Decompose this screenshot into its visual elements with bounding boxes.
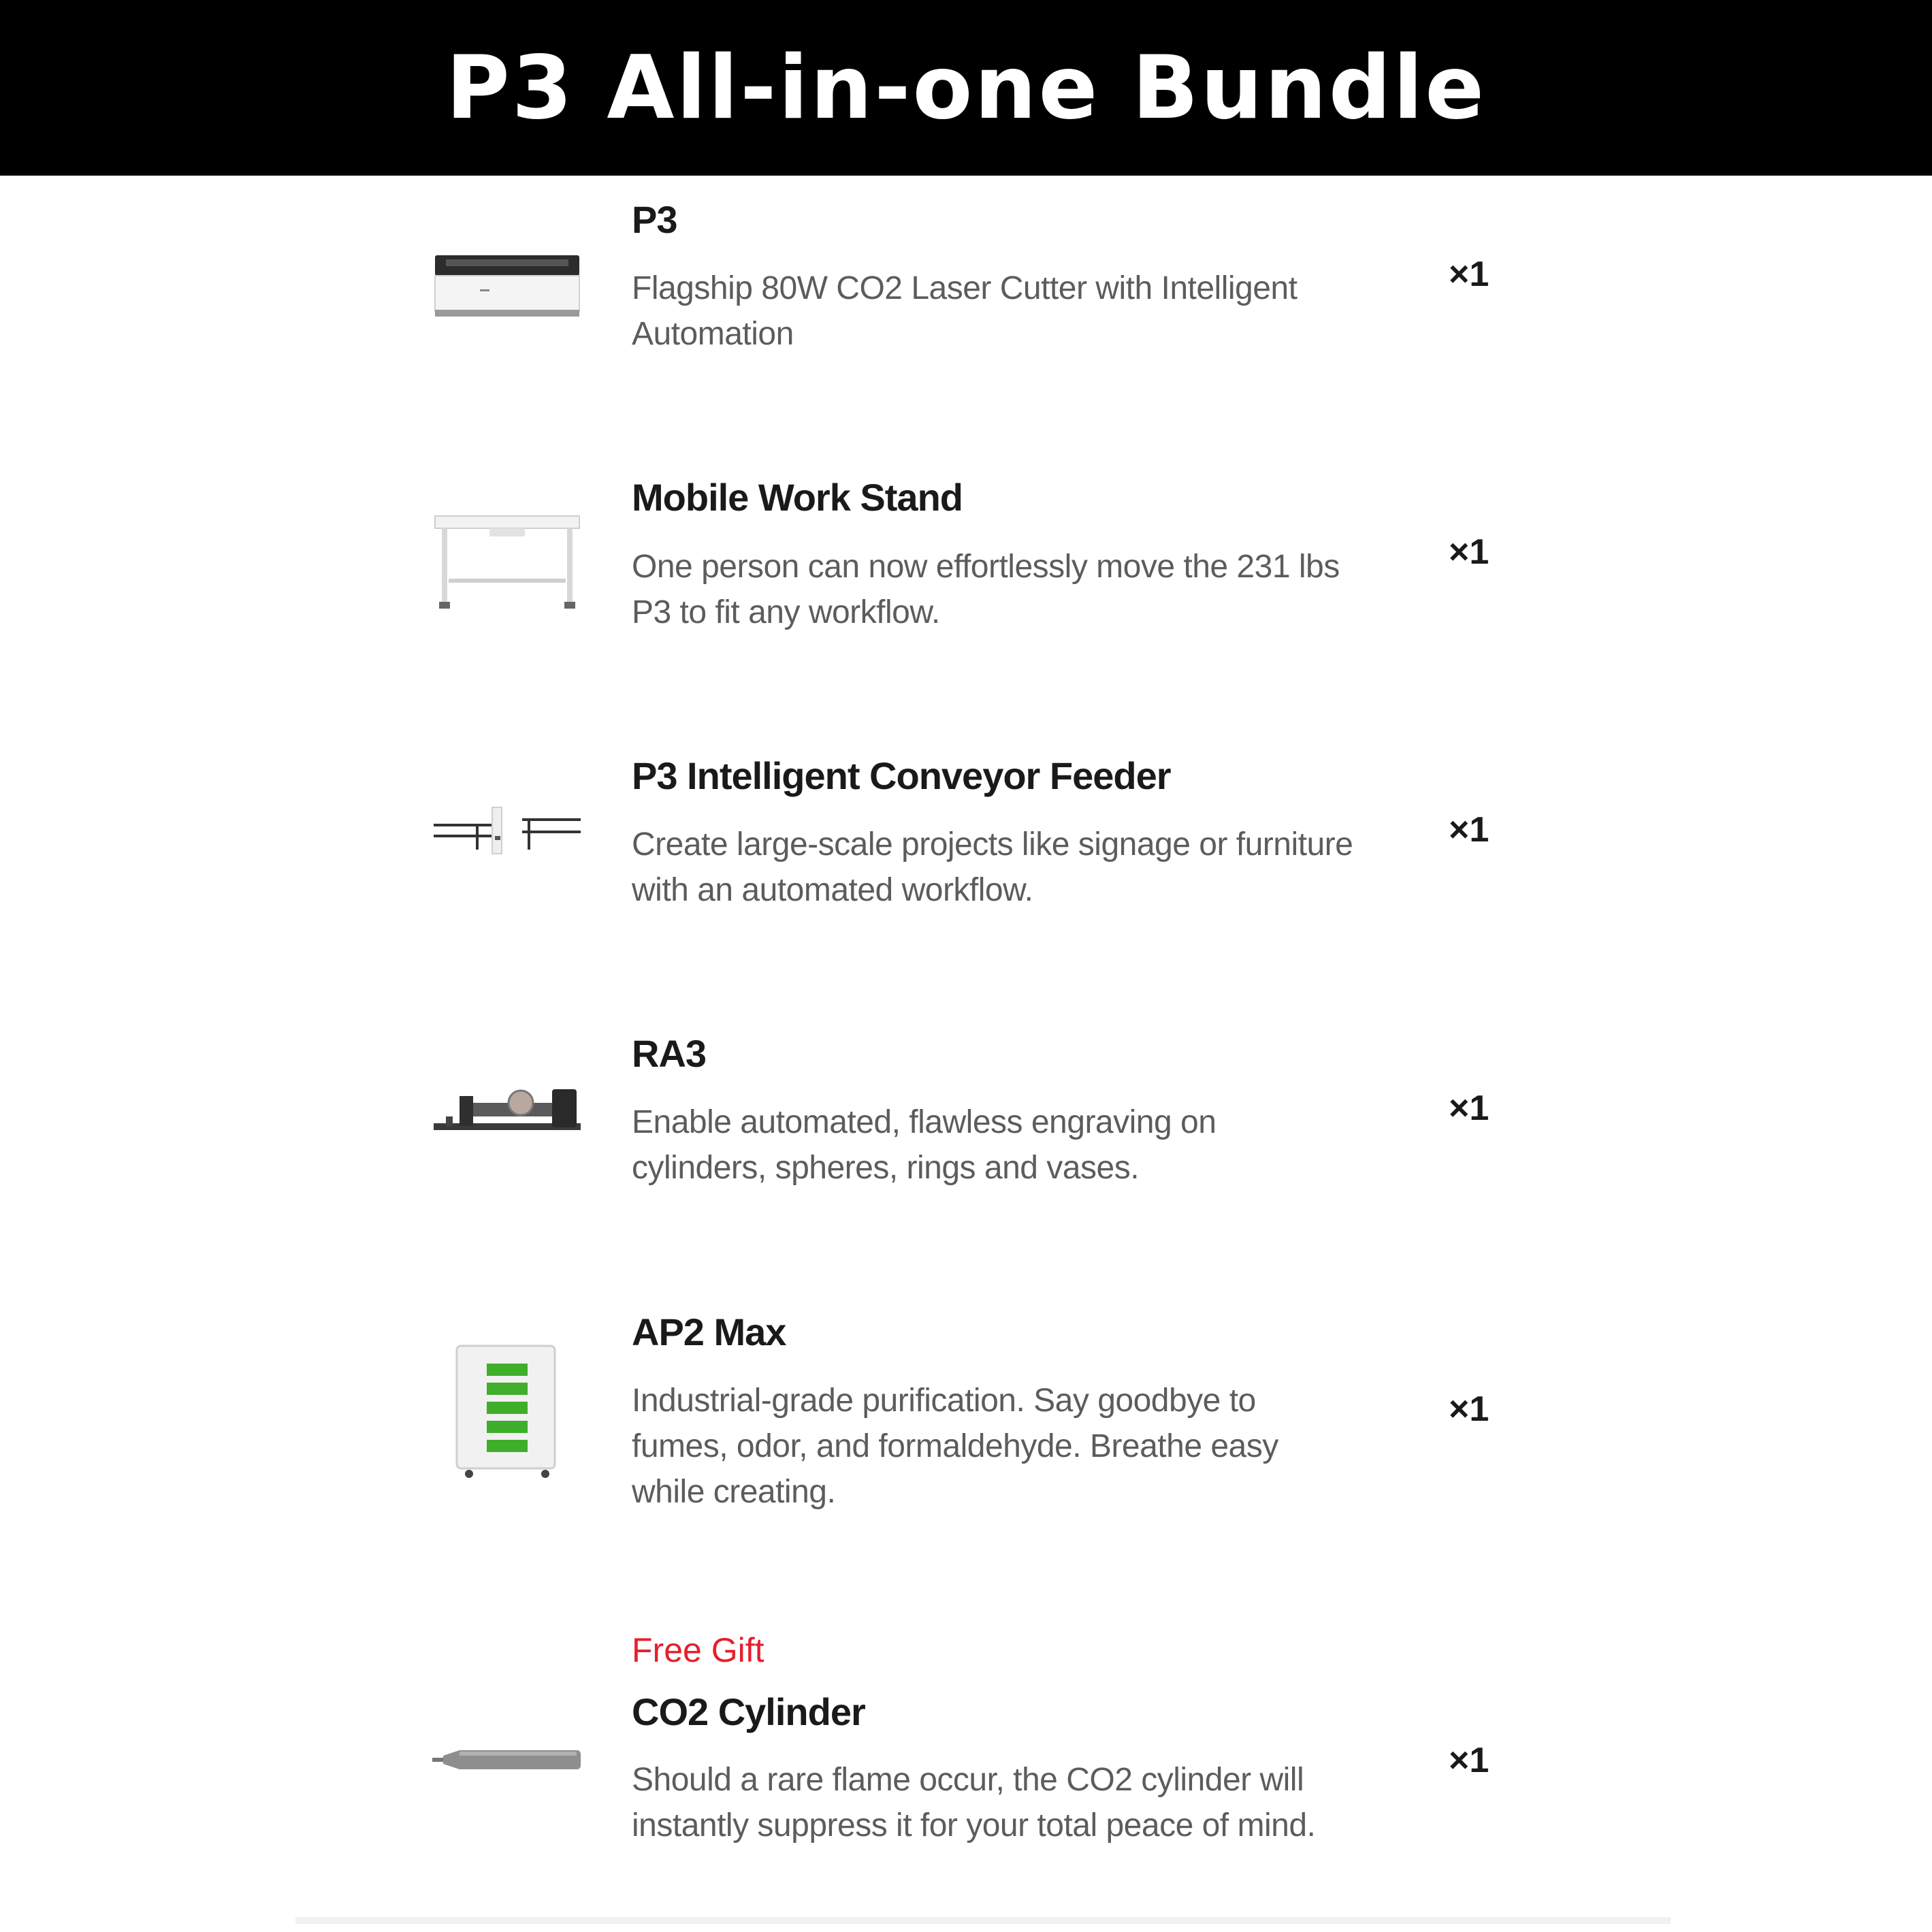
item-name: Mobile Work Stand [632,476,963,519]
item-quantity: ×1 [1449,1741,1490,1780]
item-description: Flagship 80W CO2 Laser Cutter with Intelligent Automation [632,270,1298,352]
co2-cylinder-icon [432,1743,582,1777]
item-quantity: ×1 [1449,532,1490,572]
item-quantity: ×1 [1449,255,1490,294]
item-description: Industrial-grade purification. Say goodbye to fumes, odor, and formaldehyde. Breathe easy while creating. [632,1383,1278,1510]
item-name: AP2 Max [632,1310,786,1353]
free-gift-tag: Free Gift [632,1631,764,1669]
item-quantity: ×1 [1449,1089,1490,1128]
bundle-title: P3 All-in-one Bundle [445,37,1487,139]
item-description: One person can now effortlessly move the 231 lbs P3 to fit any workflow. [632,549,1340,630]
item-description: Enable automated, flawless engraving on cylinders, spheres, rings and vases. [632,1104,1217,1186]
laser-cutter-icon [432,245,582,327]
item-description: Should a rare flame occur, the CO2 cylinder will instantly suppress it for your total peace of mind. [632,1762,1316,1844]
item-quantity: ×1 [1449,810,1490,850]
item-quantity: ×1 [1449,1389,1490,1429]
conveyor-feeder-icon [432,800,582,861]
air-purifier-icon [432,1343,582,1479]
bottom-divider [295,1917,1671,1924]
work-stand-icon [432,507,582,616]
item-name: P3 [632,198,677,241]
item-name: CO2 Cylinder [632,1690,865,1733]
item-description: Create large-scale projects like signage or furniture with an automated workflow. [632,826,1353,908]
rotary-attachment-icon [432,1079,582,1147]
item-name: RA3 [632,1032,707,1075]
bundle-banner [0,0,1932,176]
item-name: P3 Intelligent Conveyor Feeder [632,754,1171,797]
